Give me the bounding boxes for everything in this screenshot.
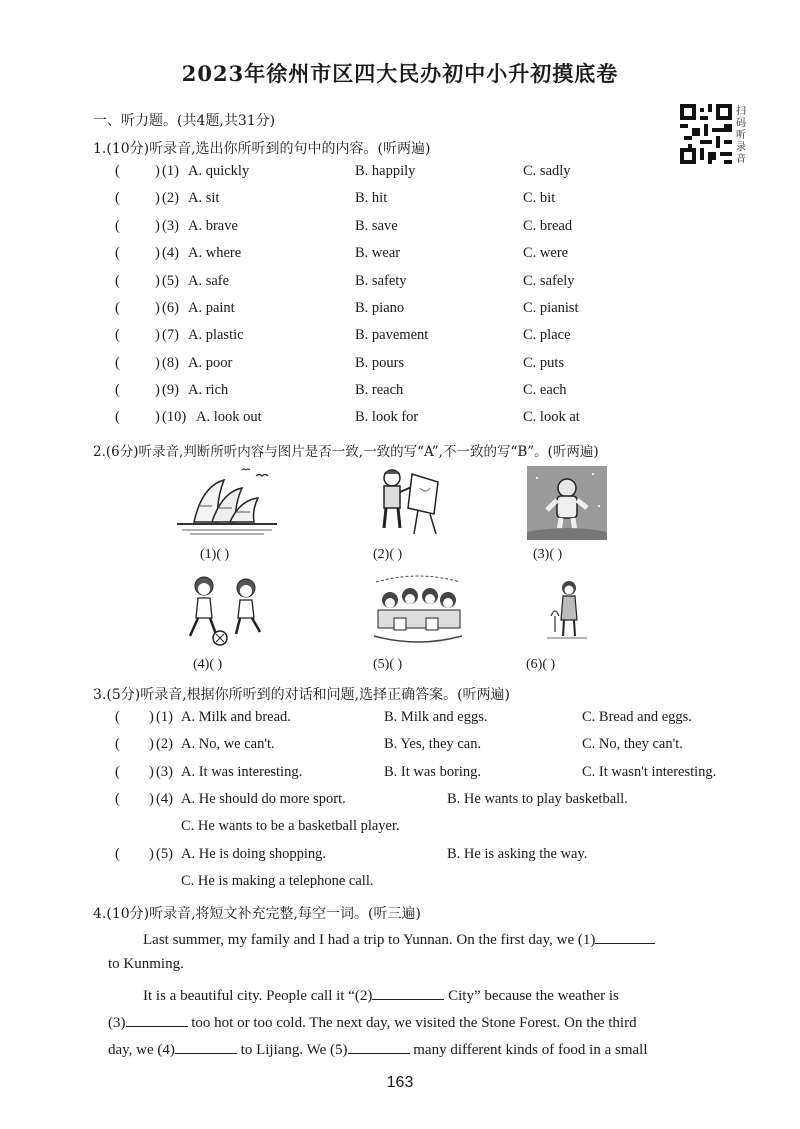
picture-6-answer[interactable]: (6)( ) — [526, 657, 556, 672]
picture-4-answer[interactable]: (4)( ) — [193, 657, 223, 672]
q3-item-2: ( ) (2) A. No, we can't. B. Yes, they can. C. No, they can't. — [115, 736, 683, 752]
q3-item-5: ( ) (5) A. He is doing shopping. B. He is asking the way. — [115, 846, 588, 862]
option-c: C. pianist — [523, 300, 579, 316]
q1-item-num: (1) — [162, 163, 179, 179]
passage-line-4: (3) too hot or too cold. The next day, we visited the Stone Forest. On the third — [108, 1015, 637, 1031]
blank-5[interactable] — [348, 1040, 410, 1054]
picture-4-kids-football — [178, 572, 274, 652]
option-c: C. safely — [523, 273, 575, 289]
blank-2[interactable] — [372, 986, 444, 1000]
option-c: C. sadly — [523, 163, 571, 179]
option-a: A. He is doing shopping. — [181, 846, 326, 862]
option-a: A. safe — [188, 273, 230, 289]
option-a: A. paint — [188, 300, 235, 316]
option-c: C. puts — [523, 355, 565, 371]
option-a: A. where — [188, 245, 242, 261]
option-b: B. pavement — [355, 327, 429, 343]
q1-item-num: (10) — [162, 409, 187, 425]
option-a: A. poor — [188, 355, 233, 371]
qr-code[interactable] — [676, 100, 752, 168]
q3-item-3: ( ) (3) A. It was interesting. B. It was boring. C. It wasn't interesting. — [115, 764, 717, 780]
section-heading: 一、听力题。(共4题,共31分) — [93, 113, 276, 129]
option-a: A. He should do more sport. — [181, 791, 346, 807]
option-c: C. bread — [523, 218, 573, 234]
q3-heading: 3.(5分)听录音,根据你所听到的对话和问题,选择正确答案。(听两遍) — [93, 687, 511, 703]
page-title: 2023年徐州市区四大民办初中小升初摸底卷 — [181, 61, 619, 86]
picture-3-astronaut — [527, 466, 607, 540]
option-a: A. plastic — [188, 327, 244, 343]
option-c: C. Bread and eggs. — [582, 709, 692, 725]
q2-heading: 2.(6分)听录音,判断所听内容与图片是否一致,一致的写“A”,不一致的写“B”。(听两遍) — [93, 444, 599, 460]
option-b: B. happily — [355, 163, 416, 179]
option-b: B. It was boring. — [384, 764, 482, 780]
opera-house-icon — [172, 466, 282, 538]
q1-item-num: (5) — [162, 273, 179, 289]
blank-4[interactable] — [175, 1040, 237, 1054]
q1-item-num: (3) — [162, 218, 179, 234]
picture-2-answer[interactable]: (2)( ) — [373, 547, 403, 562]
option-c: C. look at — [523, 409, 580, 425]
option-c: C. place — [523, 327, 571, 343]
q3-item-num: (2) — [156, 736, 173, 752]
q1-item-num: (4) — [162, 245, 179, 261]
option-a: A. quickly — [188, 163, 250, 179]
page-number: 163 — [386, 1074, 414, 1091]
picture-2-boy-painting — [370, 464, 450, 540]
option-b: B. piano — [355, 300, 405, 316]
option-c: C. It wasn't interesting. — [582, 764, 717, 780]
q1-item-num: (6) — [162, 300, 179, 316]
option-b: B. pours — [355, 355, 405, 371]
picture-3-answer[interactable]: (3)( ) — [533, 547, 563, 562]
picture-1-answer[interactable]: (1)( ) — [200, 547, 230, 562]
passage-line-1: Last summer, my family and I had a trip to Yunnan. On the first day, we (1) — [143, 930, 788, 949]
qr-code-icon — [680, 104, 732, 164]
option-c: C. were — [523, 245, 569, 261]
q1-item-10: ( ) (10) A. look out B. look for C. look at — [115, 409, 580, 425]
q3-item-num: (1) — [156, 709, 173, 725]
q3-item-num: (4) — [156, 791, 173, 807]
q3-item-num: (5) — [156, 846, 173, 862]
option-a: A. sit — [188, 190, 220, 206]
option-b: B. look for — [355, 409, 419, 425]
q3-item-4-continued — [0, 818, 800, 840]
option-a: A. look out — [196, 409, 262, 425]
option-b: B. Yes, they can. — [384, 736, 482, 752]
q1-item-7: ( ) (7) A. plastic B. pavement C. place — [115, 327, 571, 343]
q3-item-4: ( ) (4) A. He should do more sport. B. He wants to play basketball. — [115, 791, 628, 807]
option-c: C. He is making a telephone call. — [181, 873, 374, 889]
q1-item-6: ( ) (6) A. paint B. piano C. pianist — [115, 300, 579, 316]
q3-item-1: ( ) (1) A. Milk and bread. B. Milk and eggs. C. Bread and eggs. — [115, 709, 692, 725]
q1-item-num: (8) — [162, 355, 179, 371]
option-b: B. He wants to play basketball. — [447, 791, 628, 807]
group-children-icon — [370, 574, 466, 652]
q4-heading: 4.(10分)听录音,将短文补充完整,每空一词。(听三遍) — [93, 906, 421, 922]
option-b: B. wear — [355, 245, 401, 261]
option-a: A. Milk and bread. — [181, 709, 291, 725]
q1-item-1: ( ) (1) A. quickly B. happily C. sadly — [115, 163, 571, 179]
picture-1-opera-house — [172, 466, 282, 538]
option-b: B. save — [355, 218, 398, 234]
option-a: A. rich — [188, 382, 229, 398]
option-b: B. He is asking the way. — [447, 846, 588, 862]
blank-1[interactable] — [595, 930, 655, 944]
option-c: C. each — [523, 382, 567, 398]
q1-heading: 1.(10分)听录音,选出你所听到的句中的内容。(听两遍) — [93, 141, 431, 157]
q3-item-num: (3) — [156, 764, 173, 780]
astronaut-icon — [527, 466, 607, 540]
q1-item-5: ( ) (5) A. safe B. safety C. safely — [115, 273, 575, 289]
option-b: B. reach — [355, 382, 404, 398]
option-a: A. No, we can't. — [181, 736, 275, 752]
q1-item-8: ( ) (8) A. poor B. pours C. puts — [115, 355, 565, 371]
q1-item-2: ( ) (2) A. sit B. hit C. bit — [115, 190, 556, 206]
option-c: C. bit — [523, 190, 556, 206]
picture-5-group-children — [370, 574, 466, 652]
passage-line-5: day, we (4) to Lijiang. We (5) many different kinds of food in a small — [108, 1042, 648, 1058]
passage-line-3: It is a beautiful city. People call it “(2) City” because the weather is — [143, 988, 619, 1004]
picture-5-answer[interactable]: (5)( ) — [373, 657, 403, 672]
q1-item-3: ( ) (3) A. brave B. save C. bread — [115, 218, 573, 234]
option-b: B. hit — [355, 190, 388, 206]
picture-6-girl-plant — [537, 576, 597, 650]
q1-item-4: ( ) (4) A. where B. wear C. were — [115, 245, 569, 261]
option-b: B. Milk and eggs. — [384, 709, 488, 725]
boy-painting-icon — [370, 464, 450, 540]
q1-item-num: (7) — [162, 327, 179, 343]
q3-item-5-continued — [0, 873, 800, 895]
blank-3[interactable] — [126, 1013, 188, 1027]
passage-line-2: to Kunming. — [108, 956, 184, 972]
q1-item-num: (9) — [162, 382, 179, 398]
qr-label: 扫码听录音 — [736, 106, 746, 165]
girl-plant-icon — [537, 576, 597, 650]
option-a: A. It was interesting. — [181, 764, 303, 780]
q1-item-num: (2) — [162, 190, 179, 206]
option-a: A. brave — [188, 218, 238, 234]
q1-item-9: ( ) (9) A. rich B. reach C. each — [115, 382, 567, 398]
option-c: C. No, they can't. — [582, 736, 683, 752]
option-b: B. safety — [355, 273, 407, 289]
option-c: C. He wants to be a basketball player. — [181, 818, 400, 834]
kids-football-icon — [178, 572, 274, 652]
